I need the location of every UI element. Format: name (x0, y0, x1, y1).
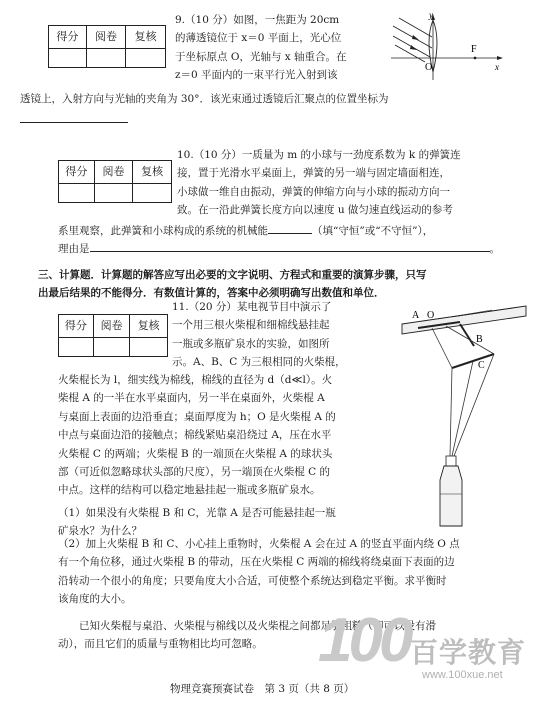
fig-label-b: B (476, 334, 483, 345)
page-footer: 物理竞赛预赛试卷 第 3 页（共 8 页） (170, 683, 355, 695)
fig-label-y: y (429, 12, 433, 20)
score-table-q11 (58, 314, 168, 357)
lens-figure (385, 12, 505, 84)
q10-line: 接，置于光滑水平桌面上，弹簧的另一端与固定墙面相连， (177, 167, 450, 180)
section-3-line: 三、计算题．计算题的解答应写出必要的文字说明、方程式和重要的演算步骤，只写 (38, 269, 427, 281)
q10-line: 小球做一维自由振动，弹簧的伸缩方向与小球的振动方向一 (177, 185, 450, 198)
fig-label-o: O (425, 62, 433, 73)
fig-label-o: O (427, 310, 435, 321)
q10-text: （填“守恒”或“不守恒”）， (312, 225, 434, 237)
q11-line: 中点与桌面边沿的接触点；棉线紧贴桌沿绕过 A，压在水平 (58, 429, 332, 442)
q9-line: 的薄透镜位于 x＝0 平面上，光心位 (175, 32, 342, 45)
q11-line: 该角度的大小。 (58, 593, 132, 606)
score-header-score: 得分 (49, 26, 87, 49)
fig-label-c: C (478, 360, 485, 371)
q9-line: 9.（10 分）如图，一焦距为 20cm (175, 14, 340, 26)
q9-text: 透镜上，入射方向与光轴的夹角为 30°．该光束通过透镜后汇聚点的位置坐标为 (20, 93, 389, 105)
q10-text: 系里观察，此弹簧和小球构成的系统的机械能 (58, 225, 268, 237)
q11-line: 中点。这样的结构可以稳定地悬挂起一瓶或多瓶矿泉水。 (58, 484, 321, 497)
q10-line-6 (58, 239, 528, 258)
score-cell[interactable] (59, 338, 94, 357)
q11-line: （2）加上火柴棍 B 和 C、小心挂上重物时，火柴棍 A 会在过 A 的竖直平面内绕 O 点 (58, 538, 460, 550)
q10-line: 致。在一沿此弹簧长度方向以速度 u 做匀速直线运动的参考 (177, 204, 453, 217)
q9-answer-blank[interactable] (20, 108, 128, 123)
question-11-body (58, 371, 383, 540)
q11-line: 火柴棍 C 的两端；火柴棍 B 的一端顶在火柴棍 A 的球状头 (58, 447, 333, 460)
q11-line: 11.（20 分）某电视节目中演示了 (172, 301, 332, 313)
score-header-review: 阅卷 (94, 161, 133, 184)
matchstick-figure (382, 298, 532, 533)
score-header-score: 得分 (59, 161, 95, 184)
review-cell[interactable] (93, 338, 130, 357)
check-cell[interactable] (130, 338, 168, 357)
fig-label-x: x (495, 62, 499, 72)
q11-line: 矿泉水？为什么？ (58, 525, 142, 537)
q11-line: 部（可近似忽略球状头部的尺度），另一端顶在火柴棍 C 的 (58, 465, 330, 478)
score-header-check: 复核 (126, 26, 166, 49)
question-10 (177, 146, 517, 220)
watermark-url: www.100xue.net (422, 669, 503, 681)
section-3-line: 出最后结果的不能得分．有数值计算的，答案中必须明确写出数值和单位． (38, 287, 385, 300)
question-11-head (172, 298, 382, 372)
q10-line: 10.（10 分）一质量为 m 的小球与一劲度系数为 k 的弹簧连 (177, 149, 461, 161)
q11-line: 沿转动一个很小的角度；只要角度大小合适，可使整个系统达到稳定平衡。求平衡时 (58, 574, 447, 587)
check-cell[interactable] (126, 49, 166, 68)
q11-line: 有一个角位移，通过火柴棍 B 的带动，压在火柴棍 C 两端的棉线将绕桌面下表面的边 (58, 556, 455, 569)
q11-line: 与桌面上表面的边沿垂直；桌面厚度为 h；O 是火柴棍 A 的 (58, 410, 336, 423)
review-cell[interactable] (94, 184, 133, 203)
q11-line: 动），而且它们的质量与重物相比均可忽略。 (58, 637, 263, 650)
q11-line: （1）如果没有火柴棍 B 和 C，光靠 A 是否可能悬挂起一瓶 (58, 506, 336, 519)
score-header-check: 复核 (133, 161, 172, 184)
score-header-check: 复核 (130, 315, 168, 338)
score-header-review: 阅卷 (93, 315, 130, 338)
q11-line: 火柴棍长为 l，细实线为棉线，棉线的直径为 d（d≪l）。火 (58, 374, 333, 386)
score-header-score: 得分 (59, 315, 94, 338)
check-cell[interactable] (133, 184, 172, 203)
q9-line: z＝0 平面内的一束平行光入射到该 (175, 69, 338, 82)
question-9 (175, 11, 385, 85)
q11-line: 示。A、B、C 为三根相同的火柴棍， (172, 356, 346, 369)
fig-label-a: A (412, 310, 420, 321)
score-cell[interactable] (59, 184, 95, 203)
fig-label-f: F (471, 44, 477, 55)
score-table-q10 (58, 160, 172, 203)
q10-line-5 (58, 221, 528, 240)
q11-line: 一瓶或多瓶矿泉水的实验，如图所 (172, 337, 330, 350)
watermark-logo: 100 (318, 606, 410, 675)
review-cell[interactable] (86, 49, 126, 68)
q10-text: 理由是 (58, 243, 90, 255)
score-header-review: 阅卷 (86, 26, 126, 49)
q10-blank-conserve[interactable] (268, 221, 312, 234)
score-cell[interactable] (49, 49, 87, 68)
q11-line: 柴棍 A 的一半在水平桌面内，另一半在桌面外，火柴棍 A (58, 392, 325, 405)
q11-line: 已知火柴棍与桌沿、火柴棍与棉线以及火柴棍之间都足够粗糙（即可以没有滑 (79, 619, 436, 632)
watermark-brand: 百学教育 (410, 636, 527, 669)
q10-text: 。 (489, 243, 500, 255)
q9-line: 于坐标原点 O，光轴与 x 轴重合。在 (175, 50, 347, 63)
score-table-q9 (48, 25, 166, 68)
q10-blank-reason[interactable] (90, 239, 490, 252)
q11-line: 一个用三根火柴棍和细棉线悬挂起 (172, 319, 330, 332)
q9-line-5 (20, 90, 540, 108)
